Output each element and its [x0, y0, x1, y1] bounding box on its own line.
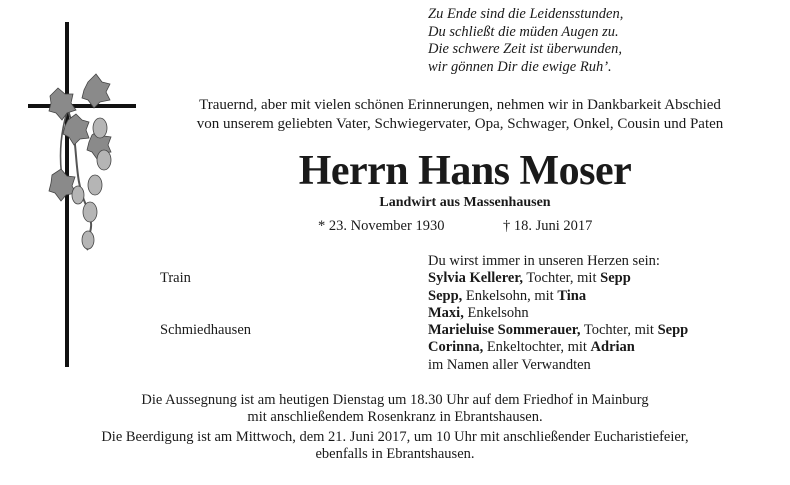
survivors-heading: Du wirst immer in unseren Herzen sein:: [428, 253, 660, 269]
poem-line: Du schließt die müden Augen zu.: [428, 23, 619, 40]
cross-with-hop-vine-icon: [0, 0, 150, 380]
survivor-line: Corinna, Enkeltochter, mit Adrian: [428, 339, 635, 356]
deceased-name: Herrn Hans Moser: [298, 148, 632, 194]
poem-line: Die schwere Zeit ist überwunden,: [428, 41, 622, 57]
poem: [428, 6, 768, 76]
survivor-line: Marieluise Sommerauer, Tochter, mit Sepp: [428, 322, 689, 339]
place-schmiedhausen: Schmiedhausen: [160, 322, 252, 338]
survivor-line: Sylvia Kellerer, Tochter, mit Sepp: [428, 270, 631, 287]
funeral-line: mit anschließendem Rosenkranz in Ebrantshausen.: [247, 409, 543, 425]
birth-date: * 23. November 1930: [318, 218, 445, 234]
survivor-line: Sepp, Enkelsohn, mit Tina: [428, 287, 587, 304]
intro-line: Trauernd, aber mit vielen schönen Erinnerungen, nehmen wir in Dankbarkeit Abschied: [199, 97, 721, 113]
deceased-occupation: Landwirt aus Massenhausen: [379, 195, 551, 210]
funeral-line: Die Aussegnung ist am heutigen Dienstag um 18.30 Uhr auf dem Friedhof in Mainburg: [141, 392, 649, 408]
funeral-line: Die Beerdigung ist am Mittwoch, dem 21. Juni 2017, um 10 Uhr mit anschließender Eucharistiefeier,: [101, 429, 689, 445]
survivor-line: im Namen aller Verwandten: [428, 356, 591, 373]
intro-line: von unserem geliebten Vater, Schwiegervater, Opa, Schwager, Onkel, Cousin und Paten: [196, 116, 724, 132]
poem-line: wir gönnen Dir die ewige Ruh’.: [428, 58, 612, 75]
survivors-list: [428, 253, 688, 374]
funeral-line: ebenfalls in Ebrantshausen.: [315, 446, 475, 462]
place-train: Train: [160, 270, 191, 286]
survivor-line: Maxi, Enkelsohn: [428, 304, 529, 321]
death-date: † 18. Juni 2017: [503, 218, 593, 234]
poem-line: Zu Ende sind die Leidensstunden,: [428, 6, 624, 22]
